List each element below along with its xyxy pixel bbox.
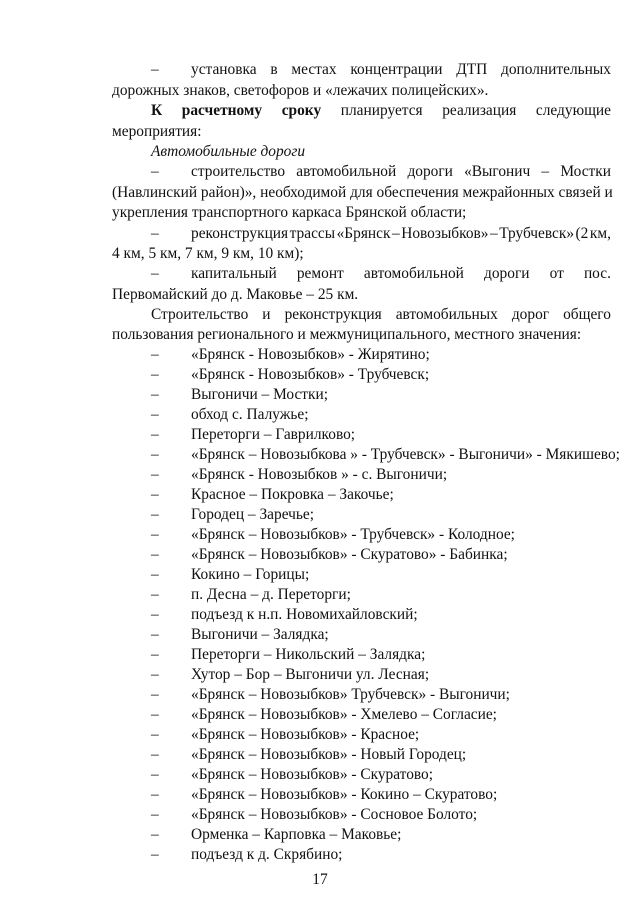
word: общего bbox=[563, 306, 611, 323]
list-dash: – bbox=[151, 686, 159, 703]
list-item: подъезд к д. Скрябино; bbox=[191, 846, 343, 863]
bullet-dash: – bbox=[151, 61, 159, 78]
list-item: Орменка – Карповка – Маковье; bbox=[191, 826, 402, 843]
list-dash: – bbox=[151, 746, 159, 763]
bold-word: расчетному bbox=[181, 102, 263, 119]
list-item: «Брянск – Новозыбков» - Хмелево – Согласие; bbox=[191, 706, 497, 723]
list-item: «Брянск – Новозыбков» - Красное; bbox=[191, 726, 420, 743]
word: «Выгонич bbox=[464, 163, 531, 180]
page-number: 17 bbox=[312, 871, 328, 888]
list-dash: – bbox=[151, 786, 159, 803]
word: в bbox=[270, 61, 278, 78]
paragraph-5-line-1 bbox=[191, 264, 611, 283]
paragraph-1-line-2: дорожных знаков, светофоров и «лежачих полицейских». bbox=[112, 82, 489, 99]
list-dash: – bbox=[151, 666, 159, 683]
paragraph-2-line-1 bbox=[151, 101, 611, 120]
word: – bbox=[490, 225, 498, 242]
list-dash: – bbox=[151, 826, 159, 843]
list-dash: – bbox=[151, 546, 159, 563]
paragraph-5-line-2: Первомайский до д. Маковье – 25 км. bbox=[112, 286, 359, 303]
list-item: «Брянск – Новозыбков» - Кокино – Скуратово; bbox=[191, 786, 498, 803]
list-dash: – bbox=[151, 486, 159, 503]
list-item: «Брянск – Новозыбков» Трубчевск» - Выгоничи; bbox=[191, 686, 510, 703]
word: и bbox=[262, 306, 271, 323]
list-dash: – bbox=[151, 706, 159, 723]
word: пос. bbox=[583, 265, 611, 282]
word: капитальный bbox=[191, 265, 277, 282]
bullet-dash: – bbox=[151, 225, 159, 242]
list-item: обход с. Палужье; bbox=[191, 406, 309, 423]
list-dash: – bbox=[151, 346, 159, 363]
list-dash: – bbox=[151, 586, 159, 603]
list-item: «Брянск – Новозыбкова » - Трубчевск» - Выгоничи» - Мякишево; bbox=[191, 446, 620, 463]
list-dash: – bbox=[151, 606, 159, 623]
word: ДТП bbox=[456, 61, 488, 78]
word: (2 bbox=[575, 225, 589, 242]
word: дороги bbox=[407, 163, 453, 180]
list-item: п. Десна – д. Переторги; bbox=[191, 586, 351, 603]
word: планируется bbox=[340, 102, 423, 119]
paragraph-1-line-1 bbox=[191, 60, 611, 79]
list-item: «Брянск – Новозыбков» - Трубчевск» - Колодное; bbox=[191, 526, 515, 543]
word: строительство bbox=[191, 163, 286, 180]
word: дороги bbox=[484, 265, 530, 282]
word: автомобильных bbox=[395, 306, 498, 323]
list-item: «Брянск – Новозыбков» - Скуратово» - Бабинка; bbox=[191, 546, 508, 563]
list-dash: – bbox=[151, 506, 159, 523]
list-item: «Брянск - Новозыбков» - Трубчевск; bbox=[191, 366, 430, 383]
list-item: Переторги – Гаврилково; bbox=[191, 426, 356, 443]
list-item: «Брянск – Новозыбков» - Сосновое Болото; bbox=[191, 806, 478, 823]
paragraph-6-line-2: пользования регионального и межмуниципального, местного значения: bbox=[112, 326, 582, 343]
list-item: «Брянск – Новозыбков» - Новый Городец; bbox=[191, 746, 467, 763]
word: от bbox=[549, 265, 564, 282]
paragraph-4-line-2: 4 км, 5 км, 7 км, 9 км, 10 км); bbox=[112, 245, 304, 262]
list-dash: – bbox=[151, 406, 159, 423]
list-dash: – bbox=[151, 626, 159, 643]
paragraph-2-line-2: мероприятия: bbox=[112, 123, 202, 140]
list-dash: – bbox=[151, 466, 159, 483]
list-dash: – bbox=[151, 446, 159, 463]
word: следующие bbox=[535, 102, 611, 119]
word: реконструкция bbox=[284, 306, 382, 323]
list-dash: – bbox=[151, 726, 159, 743]
list-item: Выгоничи – Мостки; bbox=[191, 386, 328, 403]
word: Новозыбков» bbox=[401, 225, 489, 242]
list-dash: – bbox=[151, 566, 159, 583]
word: концентрации bbox=[350, 61, 443, 78]
word: установка bbox=[191, 61, 257, 78]
bold-word: К bbox=[151, 102, 163, 119]
list-item: Красное – Покровка – Закочье; bbox=[191, 486, 394, 503]
list-dash: – bbox=[151, 366, 159, 383]
word: Трубчевск» bbox=[499, 225, 575, 242]
list-dash: – bbox=[151, 766, 159, 783]
bullet-dash: – bbox=[151, 163, 159, 180]
word: ремонт bbox=[296, 265, 344, 282]
word: «Брянск bbox=[336, 225, 391, 242]
list-item: «Брянск – Новозыбков» - Скуратово; bbox=[191, 766, 434, 783]
list-item: Выгоничи – Залядка; bbox=[191, 626, 329, 643]
list-dash: – bbox=[151, 526, 159, 543]
word: – bbox=[541, 163, 550, 180]
list-dash: – bbox=[151, 806, 159, 823]
list-dash: – bbox=[151, 386, 159, 403]
paragraph-3-line-1 bbox=[191, 162, 611, 181]
word: местах bbox=[291, 61, 337, 78]
section-title: Автомобильные дороги bbox=[151, 143, 306, 160]
list-item: «Брянск - Новозыбков» - Жирятино; bbox=[191, 346, 430, 363]
list-item: «Брянск - Новозыбков » - с. Выгоничи; bbox=[191, 466, 448, 483]
word: дорог bbox=[511, 306, 550, 323]
word: – bbox=[391, 225, 400, 242]
paragraph-4-line-1 bbox=[191, 224, 611, 243]
list-dash: – bbox=[151, 426, 159, 443]
list-item: Кокино – Горицы; bbox=[191, 566, 310, 583]
word: реконструкция bbox=[191, 225, 289, 242]
word: км, bbox=[589, 225, 611, 242]
word: Строительство bbox=[151, 306, 249, 323]
list-dash: – bbox=[151, 646, 159, 663]
paragraph-3-line-3: укрепления транспортного каркаса Брянской области; bbox=[112, 204, 467, 221]
word: трассы bbox=[289, 225, 336, 242]
word: реализация bbox=[442, 102, 517, 119]
paragraph-6-line-1 bbox=[151, 305, 611, 324]
list-item: Городец – Заречье; bbox=[191, 506, 315, 523]
paragraph-3-line-2: (Навлинский район)», необходимой для обеспечения межрайонных связей и bbox=[112, 184, 613, 201]
list-item: Переторги – Никольский – Залядка; bbox=[191, 646, 426, 663]
list-item: подъезд к н.п. Новомихайловский; bbox=[191, 606, 418, 623]
word: автомобильной bbox=[363, 265, 464, 282]
list-dash: – bbox=[151, 846, 159, 863]
word: дополнительных bbox=[501, 61, 611, 78]
word: автомобильной bbox=[296, 163, 397, 180]
list-item: Хутор – Бор – Выгоничи ул. Лесная; bbox=[191, 666, 430, 683]
bold-word: сроку bbox=[281, 102, 322, 119]
bullet-dash: – bbox=[151, 265, 159, 282]
word: Мостки bbox=[560, 163, 611, 180]
